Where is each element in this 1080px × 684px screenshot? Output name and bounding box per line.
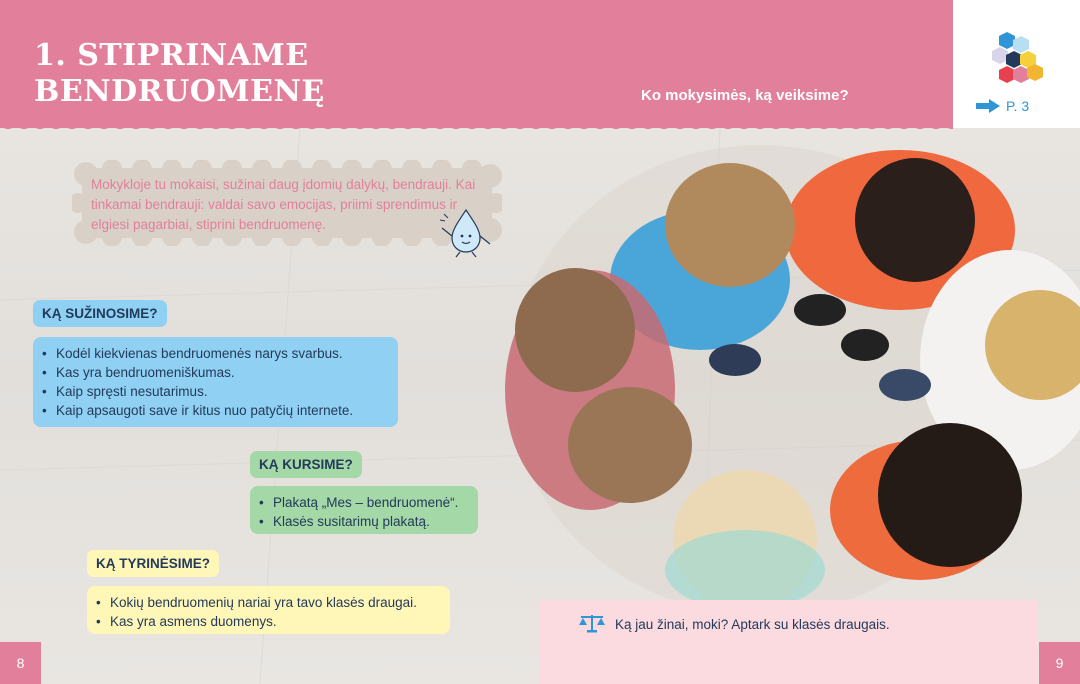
create-item: • Plakatą „Mes – bendruomenė“. — [259, 493, 469, 512]
learn-item: • Kaip spręsti nesutarimus. — [42, 382, 389, 401]
logo-panel — [953, 0, 1080, 128]
learn-list — [42, 344, 389, 420]
balance-scale-icon — [578, 612, 606, 634]
chapter-title-line-1: 1. STIPRINAME — [34, 38, 309, 73]
create-list — [259, 493, 469, 531]
page-reference-label: P. 3 — [1006, 98, 1030, 114]
learn-item: • Kaip apsaugoti save ir kitus nuo patyčių internete. — [42, 401, 389, 420]
water-drop-mascot-icon — [438, 206, 494, 258]
chapter-title — [34, 38, 325, 110]
chapter-subtitle: Ko mokysimės, ką veiksime? — [641, 87, 849, 104]
explore-section-title: KĄ TYRINĖSIME? — [87, 550, 219, 577]
chapter-title-line-2: BENDRUOMENĘ — [34, 74, 325, 109]
discussion-prompt-bar — [539, 600, 1037, 684]
explore-list — [96, 593, 441, 631]
learn-item: • Kas yra bendruomeniškumas. — [42, 363, 389, 382]
create-section-title: KĄ KURSIME? — [250, 451, 362, 478]
header-scallop-edge — [0, 120, 953, 136]
intro-text: Mokykloje tu mokaisi, sužinai daug įdomių dalykų, bendrauji. Kai tinkamai bendrauji: valdai savo emocijas, priimi sprendimus ir elgiesi pagarbiai, stiprini bendruomenę. — [91, 177, 476, 232]
create-section-box — [250, 486, 478, 534]
explore-item: • Kas yra asmens duomenys. — [96, 612, 441, 631]
explore-item: • Kokių bendruomenių nariai yra tavo klasės draugai. — [96, 593, 441, 612]
page-number-left: 8 — [0, 642, 41, 684]
learn-section-box — [33, 337, 398, 427]
explore-section-box — [87, 586, 450, 634]
learn-section-title: KĄ SUŽINOSIME? — [33, 300, 167, 327]
page-number-right: 9 — [1039, 642, 1080, 684]
learn-item: • Kodėl kiekvienas bendruomenės narys svarbus. — [42, 344, 389, 363]
page-reference — [976, 98, 1029, 114]
arrow-right-icon — [976, 99, 1000, 113]
discussion-prompt-text: Ką jau žinai, moki? Aptark su klasės draugais. — [615, 617, 890, 632]
create-item: • Klasės susitarimų plakatą. — [259, 512, 469, 531]
hexagon-logo-icon — [991, 30, 1043, 90]
